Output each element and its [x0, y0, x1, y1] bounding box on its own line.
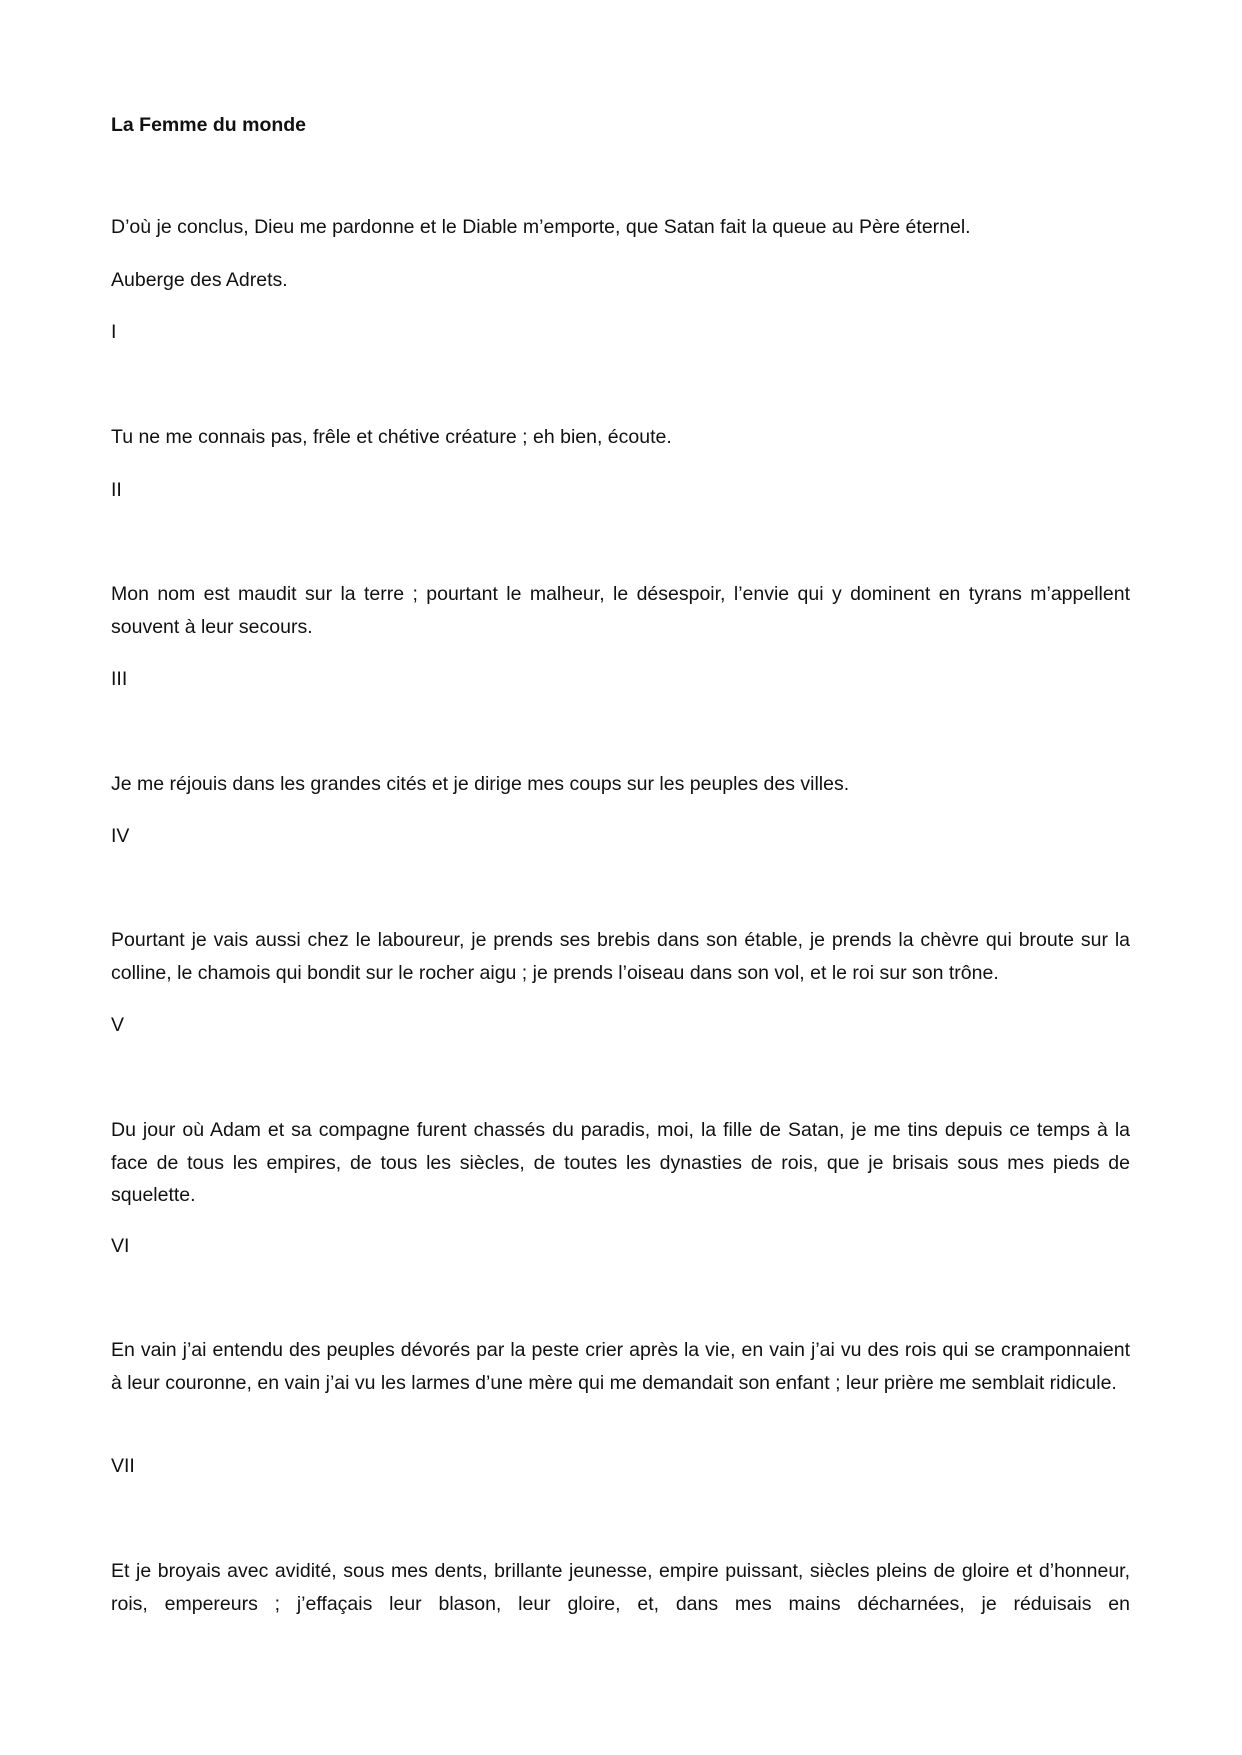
section-numeral-4: IV — [111, 825, 130, 847]
section-numeral-3: III — [111, 668, 128, 690]
section-paragraph-4: Pourtant je vais aussi chez le laboureur, je prends ses brebis dans son étable, je prends la chèvre qui broute sur la colline, le chamois qui bondit sur le rocher aigu ; je prends l’oiseau dans son vol, et le roi sur son trône. — [111, 929, 1130, 984]
section-paragraph-7: Et je broyais avec avidité, sous mes dents, brillante jeunesse, empire puissant, siècles pleins de gloire et d’honneur, rois, empereurs ; j’effaçais leur blason, leur gloire, et, dans mes mains décharnées, je réduisais en — [111, 1560, 1130, 1615]
section-paragraph-5: Du jour où Adam et sa compagne furent chassés du paradis, moi, la fille de Satan, je me tins depuis ce temps à la face de tous les empires, de tous les siècles, de toutes les dynasties de rois, que je brisais sous mes pieds de squelette. — [111, 1119, 1130, 1206]
section-numeral-7: VII — [111, 1455, 135, 1477]
epigraph-source: Auberge des Adrets. — [111, 269, 288, 291]
section-numeral-1: I — [111, 321, 117, 343]
section-paragraph-1: Tu ne me connais pas, frêle et chétive créature ; eh bien, écoute. — [111, 426, 672, 448]
section-numeral-2: II — [111, 479, 122, 501]
section-numeral-6: VI — [111, 1235, 130, 1257]
section-paragraph-2: Mon nom est maudit sur la terre ; pourtant le malheur, le désespoir, l’envie qui y dominent en tyrans m’appellent souvent à leur secours. — [111, 583, 1130, 638]
document-title: La Femme du monde — [111, 114, 307, 136]
section-numeral-5: V — [111, 1014, 125, 1036]
epigraph-text: D’où je conclus, Dieu me pardonne et le Diable m’emporte, que Satan fait la queue au Père éternel. — [111, 216, 971, 238]
section-paragraph-3: Je me réjouis dans les grandes cités et je dirige mes coups sur les peuples des villes. — [111, 773, 850, 795]
section-paragraph-6: En vain j’ai entendu des peuples dévorés par la peste crier après la vie, en vain j’ai vu des rois qui se cramponnaient à leur couronne, en vain j’ai vu les larmes d’une mère qui me demandait son enfant ; leur prière me semblait ridicule. — [111, 1339, 1130, 1394]
